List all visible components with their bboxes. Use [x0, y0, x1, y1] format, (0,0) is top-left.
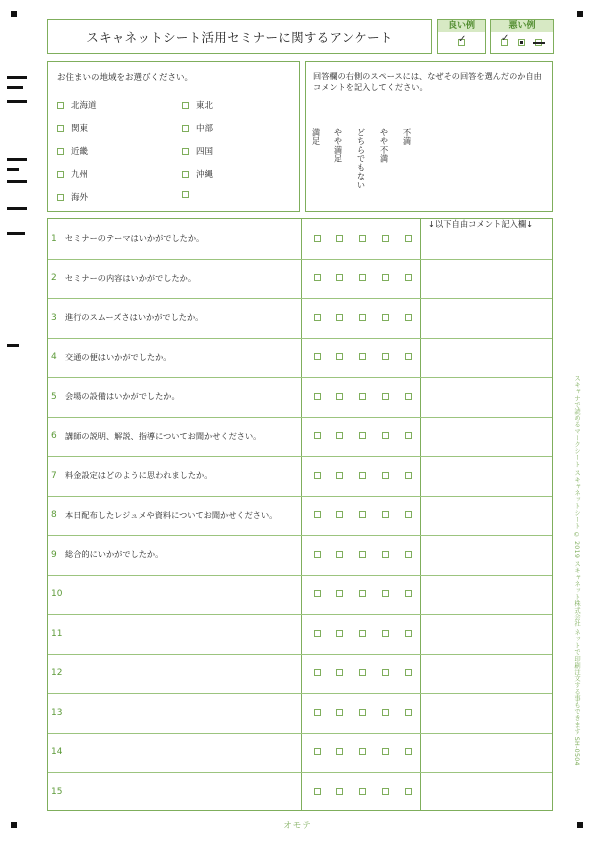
answer-checkbox[interactable]: [405, 709, 412, 716]
answer-checkbox[interactable]: [336, 630, 343, 637]
answer-checkbox[interactable]: [405, 669, 412, 676]
region-checkbox[interactable]: [182, 125, 189, 132]
question-text: 総合的にいかがでしたか。: [65, 549, 164, 560]
region-option-label: 近畿: [71, 147, 89, 157]
timing-mark: [7, 86, 23, 89]
comment-field[interactable]: [421, 773, 552, 811]
region-option[interactable]: [57, 191, 88, 203]
timing-mark: [7, 100, 27, 103]
answer-checkbox[interactable]: [336, 432, 343, 439]
question-row: [48, 654, 301, 694]
answer-checkbox[interactable]: [336, 748, 343, 755]
answer-checkbox[interactable]: [382, 788, 389, 795]
answer-checkbox[interactable]: [405, 472, 412, 479]
answer-checkbox[interactable]: [314, 788, 321, 795]
comment-field[interactable]: [421, 299, 552, 337]
region-option[interactable]: [182, 191, 196, 198]
question-text: セミナーのテーマはいかがでしたか。: [65, 233, 205, 244]
question-text: 本日配布したレジュメや資料についてお聞かせください。: [65, 509, 278, 520]
answer-checkbox[interactable]: [359, 669, 366, 676]
region-option[interactable]: [182, 145, 213, 157]
comment-field[interactable]: [421, 536, 552, 574]
survey-title: [47, 19, 432, 54]
answer-checkbox[interactable]: [336, 788, 343, 795]
answer-checkbox[interactable]: [336, 669, 343, 676]
region-option-label: 九州: [71, 170, 89, 180]
region-option-label: 海外: [71, 193, 89, 203]
answer-checkbox[interactable]: [359, 393, 366, 400]
scale-label: 不満: [402, 128, 412, 146]
region-option[interactable]: [182, 168, 213, 180]
timing-mark: [7, 180, 27, 183]
answer-checkbox[interactable]: [359, 748, 366, 755]
question-number: 13: [51, 707, 63, 718]
region-checkbox[interactable]: [57, 102, 64, 109]
region-checkbox[interactable]: [57, 148, 64, 155]
answer-checkbox[interactable]: [382, 709, 389, 716]
corner-mark-top-left: [11, 11, 17, 17]
answer-checkbox[interactable]: [314, 551, 321, 558]
answer-checkbox[interactable]: [336, 314, 343, 321]
timing-mark: [7, 207, 27, 210]
answer-checkbox[interactable]: [314, 511, 321, 518]
answer-checkbox[interactable]: [405, 590, 412, 597]
answer-checkbox[interactable]: [336, 511, 343, 518]
check-mark-icon: ✓: [458, 34, 467, 45]
answer-checkbox[interactable]: [405, 353, 412, 360]
answer-checkbox[interactable]: [359, 551, 366, 558]
answer-checkbox[interactable]: [314, 353, 321, 360]
question-number: 14: [51, 747, 63, 758]
question-text: 料金設定はどのように思われましたか。: [65, 470, 213, 481]
answer-checkbox[interactable]: [405, 551, 412, 558]
question-row: [48, 733, 301, 773]
region-option[interactable]: [57, 145, 88, 157]
page-side-label: オモテ: [283, 821, 312, 831]
timing-mark: [7, 158, 27, 161]
region-checkbox[interactable]: [57, 171, 64, 178]
answer-checkbox[interactable]: [314, 314, 321, 321]
answer-checkbox[interactable]: [359, 709, 366, 716]
bad-example-box: [490, 19, 554, 54]
timing-mark: [7, 168, 19, 171]
grid-divider: [301, 219, 302, 810]
bad-example-label: 悪い例: [491, 20, 553, 32]
answer-checkbox[interactable]: [359, 274, 366, 281]
comment-field[interactable]: [421, 260, 552, 298]
region-checkbox[interactable]: [57, 125, 64, 132]
question-number: 9: [51, 549, 57, 560]
question-number: 4: [51, 352, 57, 363]
answer-checkbox[interactable]: [405, 235, 412, 242]
comment-column-header: ↓以下自由コメント記入欄↓: [428, 219, 534, 229]
question-row: [48, 259, 301, 299]
side-copyright-text: スキャナで読めるマークシート スキャネットシート © 2019 スキャネット株式会社 ネットで印刷注文する事もできます SH-0504: [573, 375, 580, 766]
good-example-box: [437, 19, 486, 54]
answer-checkbox[interactable]: [314, 472, 321, 479]
question-row: [48, 693, 301, 733]
answer-checkbox[interactable]: [336, 590, 343, 597]
region-option[interactable]: [57, 122, 88, 134]
question-row: [48, 338, 301, 378]
answer-checkbox[interactable]: [336, 274, 343, 281]
answer-checkbox[interactable]: [405, 314, 412, 321]
region-prompt: お住まいの地域をお選びください。: [57, 73, 194, 83]
comment-field[interactable]: [421, 418, 552, 456]
survey-title-text: スキャネットシート活用セミナーに関するアンケート: [86, 29, 393, 45]
question-text: 会場の設備はいかがでしたか。: [65, 391, 180, 402]
question-number: 12: [51, 668, 63, 679]
answer-checkbox[interactable]: [314, 748, 321, 755]
question-number: 6: [51, 431, 57, 442]
region-checkbox[interactable]: [57, 194, 64, 201]
answer-checkbox[interactable]: [359, 432, 366, 439]
answer-checkbox[interactable]: [359, 314, 366, 321]
answer-checkbox[interactable]: [314, 432, 321, 439]
answer-checkbox[interactable]: [336, 551, 343, 558]
answer-checkbox[interactable]: [359, 590, 366, 597]
answer-checkbox[interactable]: [336, 393, 343, 400]
answer-checkbox[interactable]: [405, 432, 412, 439]
answer-checkbox[interactable]: [405, 393, 412, 400]
question-text: 交通の便はいかがでしたか。: [65, 351, 172, 362]
answer-checkbox[interactable]: [336, 709, 343, 716]
timing-mark: [7, 344, 19, 347]
question-row: [48, 298, 301, 338]
answer-checkbox[interactable]: [314, 630, 321, 637]
comment-field[interactable]: [421, 457, 552, 495]
question-row: [48, 377, 301, 417]
answer-checkbox[interactable]: [382, 353, 389, 360]
question-row: [48, 417, 301, 457]
answer-checkbox[interactable]: [405, 630, 412, 637]
corner-mark-top-right: [577, 11, 583, 17]
question-grid: [47, 218, 553, 811]
answer-checkbox[interactable]: [382, 472, 389, 479]
comment-field[interactable]: [421, 694, 552, 732]
comment-field[interactable]: [421, 734, 552, 772]
question-row: [48, 219, 301, 259]
comment-field[interactable]: [421, 220, 552, 258]
dot-mark-icon: [520, 41, 523, 44]
question-row: [48, 496, 301, 536]
answer-checkbox[interactable]: [405, 274, 412, 281]
comment-field[interactable]: [421, 576, 552, 614]
answer-checkbox[interactable]: [314, 393, 321, 400]
comment-field[interactable]: [421, 615, 552, 653]
answer-checkbox[interactable]: [359, 511, 366, 518]
comment-field[interactable]: [421, 497, 552, 535]
region-option-label: 中部: [196, 124, 214, 134]
timing-mark: [7, 232, 25, 235]
answer-checkbox[interactable]: [359, 472, 366, 479]
answer-checkbox[interactable]: [382, 590, 389, 597]
answer-checkbox[interactable]: [359, 630, 366, 637]
comment-field[interactable]: [421, 339, 552, 377]
comment-field[interactable]: [421, 378, 552, 416]
question-number: 1: [51, 233, 57, 244]
scale-label: どちらでもない: [356, 128, 366, 190]
comment-field[interactable]: [421, 655, 552, 693]
question-text: 進行のスムーズさはいかがでしたか。: [65, 312, 204, 323]
region-option[interactable]: [57, 168, 88, 180]
answer-checkbox[interactable]: [314, 590, 321, 597]
answer-checkbox[interactable]: [382, 630, 389, 637]
answer-checkbox[interactable]: [314, 274, 321, 281]
answer-checkbox[interactable]: [314, 709, 321, 716]
answer-checkbox[interactable]: [382, 669, 389, 676]
region-option-label: 東北: [196, 101, 214, 111]
region-section: [47, 61, 300, 212]
region-option-label: 沖縄: [196, 170, 214, 180]
answer-checkbox[interactable]: [359, 788, 366, 795]
region-option[interactable]: [182, 99, 213, 111]
region-checkbox[interactable]: [182, 102, 189, 109]
scale-label: やや不満: [379, 128, 389, 164]
answer-checkbox[interactable]: [336, 353, 343, 360]
question-number: 8: [51, 510, 57, 521]
answer-checkbox[interactable]: [382, 274, 389, 281]
answer-checkbox[interactable]: [382, 551, 389, 558]
answer-checkbox[interactable]: [382, 314, 389, 321]
answer-checkbox[interactable]: [314, 669, 321, 676]
answer-checkbox[interactable]: [359, 235, 366, 242]
question-row: [48, 614, 301, 654]
question-number: 3: [51, 312, 57, 323]
answer-checkbox[interactable]: [359, 353, 366, 360]
question-row: [48, 772, 301, 812]
region-option-label: 北海道: [71, 101, 97, 111]
region-checkbox[interactable]: [182, 191, 189, 198]
question-number: 15: [51, 786, 63, 797]
question-number: 2: [51, 273, 57, 284]
region-option-label: 関東: [71, 124, 89, 134]
good-example-label: 良い例: [438, 20, 485, 32]
answer-checkbox[interactable]: [405, 748, 412, 755]
answer-checkbox[interactable]: [382, 748, 389, 755]
question-text: 講師の説明、解説、指導についてお聞かせください。: [65, 430, 262, 441]
question-row: [48, 535, 301, 575]
question-number: 5: [51, 391, 57, 402]
region-option[interactable]: [57, 99, 97, 111]
answer-checkbox[interactable]: [314, 235, 321, 242]
answer-checkbox[interactable]: [405, 511, 412, 518]
answer-checkbox[interactable]: [336, 235, 343, 242]
region-checkbox[interactable]: [182, 171, 189, 178]
answer-checkbox[interactable]: [382, 511, 389, 518]
timing-mark: [7, 76, 27, 79]
dash-mark-icon: [533, 42, 545, 44]
answer-checkbox[interactable]: [382, 235, 389, 242]
question-row: [48, 456, 301, 496]
question-number: 10: [51, 589, 63, 600]
scale-label: 満足: [311, 128, 321, 146]
region-option-label: 四国: [196, 147, 214, 157]
question-number: 11: [51, 628, 63, 639]
answer-checkbox[interactable]: [382, 432, 389, 439]
question-row: [48, 575, 301, 615]
question-text: セミナーの内容はいかがでしたか。: [65, 272, 197, 283]
answer-checkbox[interactable]: [336, 472, 343, 479]
answer-checkbox[interactable]: [382, 393, 389, 400]
comment-instruction: 回答欄の右側のスペースには、なぜその回答を選んだのか自由コメントを記入してください。: [313, 71, 542, 92]
scale-label: やや満足: [333, 128, 343, 164]
region-option[interactable]: [182, 122, 213, 134]
check-mark-icon: ✓: [501, 33, 510, 44]
answer-checkbox[interactable]: [405, 788, 412, 795]
question-number: 7: [51, 470, 57, 481]
region-checkbox[interactable]: [182, 148, 189, 155]
